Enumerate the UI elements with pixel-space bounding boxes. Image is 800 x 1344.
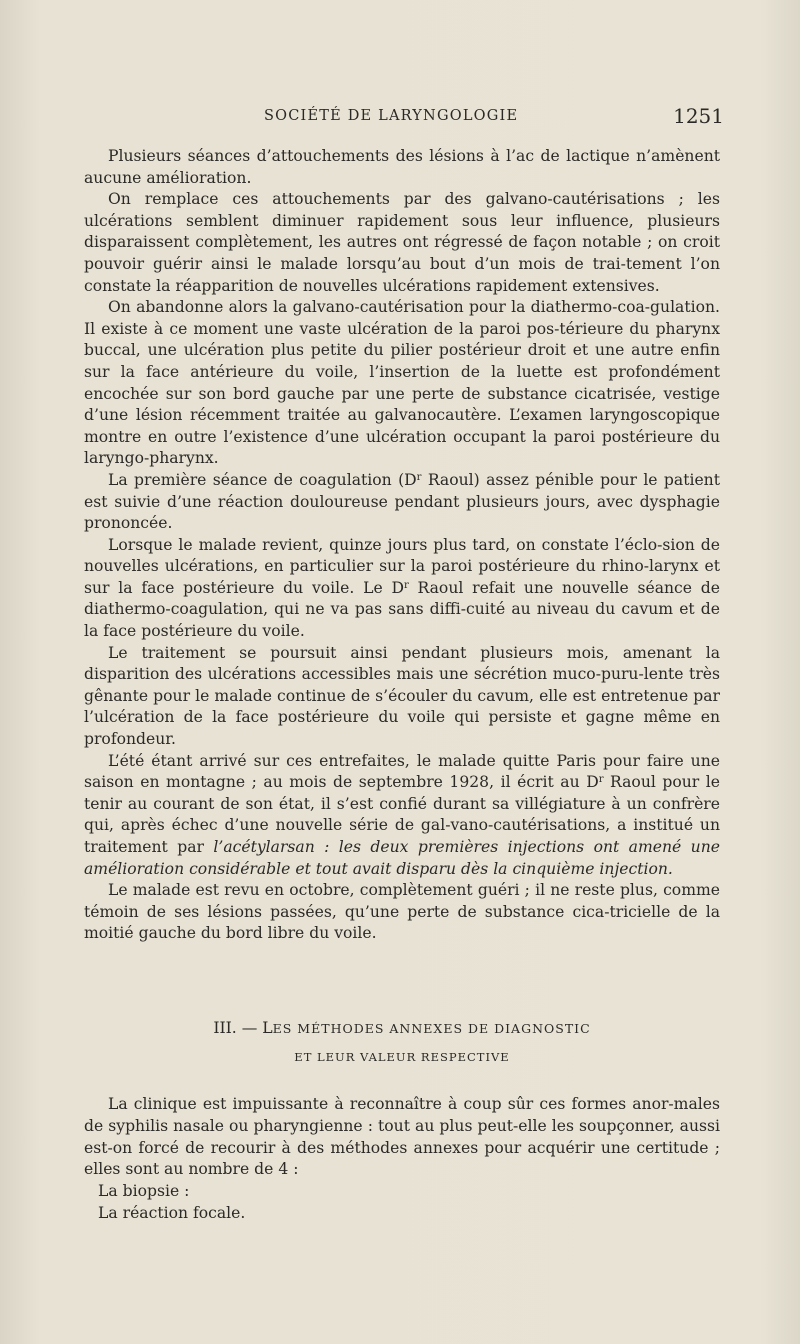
section-body: [84, 1094, 720, 1225]
article-body: [84, 146, 720, 945]
text-span: L’été étant arrivé sur ces entrefaites, le malade quitte Paris pour faire une saison en montagne ; au mois de septembre 1928, il écrit au: [84, 751, 720, 792]
text-span: Le D: [354, 578, 404, 597]
superscript: r: [403, 579, 409, 591]
section-title-initial: L: [262, 1019, 273, 1037]
paragraph: La clinique est impuissante à reconnaître à coup sûr ces formes anor-males de syphilis nasale ou pharyngienne : tout au plus peut-elle les soupçonner, aussi est-on forcé de recourir à des méthodes annexes pour acquérir une certitude ; elles sont au nombre de 4 :: [84, 1095, 720, 1179]
text-span: Lorsque le malade revient, quinze jours plus tard, on constate l’éclo-sion de nouvelles ulcérations, en particulier sur la paroi postérieure du rhino-larynx et sur la face postérieure du voile.: [84, 535, 720, 597]
paragraph: [84, 470, 720, 535]
paragraph: Plusieurs séances d’attouchements des lésions à l’ac de lactique n’amènent aucune amélioration.: [84, 147, 720, 187]
section-title-line2: ET LEUR VALEUR RESPECTIVE: [294, 1050, 510, 1064]
text-span: Raoul pour le tenir au courant de son état, il s’est confié durant sa villégiature à un confrère qui, après échec d’une nouvelle série de gal-vano-cautérisations, a institué un traitement par: [84, 773, 720, 856]
section-number: III.: [213, 1019, 237, 1037]
text-span: cuité au niveau du cavum et de la face postérieure du voile.: [84, 600, 720, 641]
paragraph: [84, 751, 720, 881]
running-head: SOCIÉTÉ DE LARYNGOLOGIE: [264, 108, 519, 124]
section-heading: [84, 1018, 720, 1068]
text-span: Raoul refait une nouvelle séance de diathermo-coagulation, qui ne va pas sans diffi-: [84, 578, 721, 619]
paragraph: [84, 535, 720, 643]
list-item: La biopsie :: [98, 1182, 190, 1201]
paragraph: Le malade est revu en octobre, complètement guéri ; il ne reste plus, comme témoin de ses lésions passées, qu’une perte de substance cica-tricielle de la moitié gauche du bord libre du voile.: [84, 881, 720, 943]
page-number: 1251: [673, 104, 724, 128]
paragraph: On abandonne alors la galvano-cautérisation pour la diathermo-coa-gulation. Il existe à ce moment une vaste ulcération de la paroi pos-térieure du pharynx buccal, une ulcération plus petite du pilier postérieur droit et une autre enfin sur la face antérieure du voile, l’insertion de la luette est profondément encochée sur son bord gauche par une perte de substance cicatrisée, vestige d’une lésion récemment traitée au galvanocautère. L’examen laryngoscopique montre en outre l’existence d’une ulcération occupant la paroi postérieure du laryngo-pharynx.: [84, 298, 720, 468]
paragraph: Le traitement se poursuit ainsi pendant plusieurs mois, amenant la disparition des ulcérations accessibles mais une sécrétion muco-puru-lente très gênante pour le malade continue de s’écouler du cavum, elle est entretenue par l’ulcération de la face postérieure du voile qui persiste et gagne même en profondeur.: [84, 643, 720, 749]
section-dash: —: [241, 1019, 258, 1037]
paragraph: On remplace ces attouchements par des galvano-cautérisations ; les ulcérations semblent diminuer rapidement sous leur influence, plusieurs disparaissent complètement, les autres ont régressé de façon notable ; on croit pouvoir guérir ainsi le malade lorsqu’au bout d’un mois de trai-tement l’on constate la réapparition de nouvelles ulcérations rapidement extensives.: [84, 190, 720, 295]
list-item: La réaction focale.: [98, 1203, 246, 1222]
superscript: r: [416, 471, 422, 483]
text-span: D: [586, 773, 599, 792]
text-span: La première séance de coagulation (D: [108, 470, 417, 489]
italic-span: l’acétylarsan : les deux premières injections ont amené une amélioration considérable et tout avait disparu dès la cinquième injection.: [84, 838, 720, 878]
section-title-line1: ES MÉTHODES ANNEXES DE DIAGNOSTIC: [272, 1021, 591, 1036]
superscript: r: [598, 774, 604, 786]
page-header: [84, 104, 724, 134]
text-span: Raoul) assez pénible pour le patient est suivie d’une réaction douloureuse pendant plusieurs jours, avec dysphagie prononcée.: [84, 470, 720, 533]
